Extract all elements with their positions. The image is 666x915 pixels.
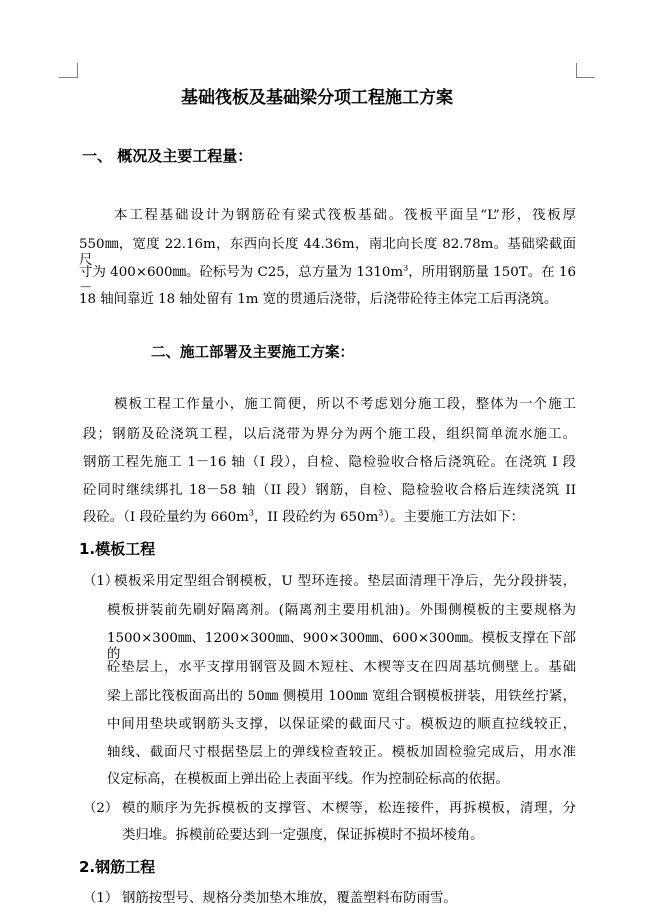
subsection-2-heading: 2.钢筋工程	[79, 858, 156, 876]
section-2-line-4: 砼同时继续绑扎 18－58 轴（II 段）钢筋，自检、隐检验收合格后连续浇筑 II	[83, 483, 576, 498]
sub1-item-1-line-2: 模板拼装前先刷好隔离剂。(隔离剂主要用机油)。外围侧模板的主要规格为	[107, 603, 576, 618]
sub2-item-1-line-1: 钢筋按型号、规格分类加垫木堆放，覆盖塑料布防雨雪。	[122, 891, 457, 906]
sub1-item-1-marker: （1）	[83, 574, 119, 589]
sub1-item-2-line-2: 类归堆。拆模前砼要达到一定强度，保证拆模时不损坏棱角。	[122, 828, 484, 843]
sub1-item-1-line-1: 模板采用定型组合钢模板，U 型环连接。垫层面清理干净后，先分段拼装，	[114, 574, 576, 589]
subsection-1-heading: 1.模板工程	[79, 540, 156, 558]
sub1-item-2-marker: （2）	[83, 801, 119, 816]
sub1-item-1-line-6: 中间用垫块或钢筋头支撑，以保证梁的截面尺寸。模板边的顺直拉线较正，	[107, 717, 576, 732]
section-2-heading: 二、施工部署及主要施工方案：	[151, 345, 354, 361]
sub1-item-1-line-8: 仪定标高，在模板面上弹出砼上表面平线。作为控制砼标高的依据。	[107, 772, 509, 787]
section-2-line-3: 钢筋工程先施工 1－16 轴（I 段），自检、隐检验收合格后浇筑砼。在浇筑 I 段	[83, 455, 576, 470]
sub1-item-2-line-1: 模的顺序为先拆模板的支撑管、木楔等，松连接件，再拆模板，清理，分	[122, 801, 576, 816]
section-1-line-1: 本工程基础设计为钢筋砼有梁式筏板基础。筏板平面呈“L”形，筏板厚	[114, 208, 576, 223]
document-title: 基础筏板及基础梁分项工程施工方案	[181, 88, 453, 108]
section-2-line-2: 段；钢筋及砼浇筑工程，以后浇带为界分为两个施工段，组织简单流水施工。	[83, 427, 576, 442]
section-2-line-1: 模板工程工作量小，施工简便，所以不考虑划分施工段，整体为一个施工	[114, 397, 576, 412]
sub1-item-1-line-5: 梁上部比筏板面高出的 50㎜ 侧模用 100㎜ 宽组合钢模板拼装，用铁丝拧紧，	[107, 689, 576, 704]
section-1-heading: 一、 概况及主要工程量：	[82, 147, 253, 165]
section-1-line-3: 寸为 400×600㎜。砼标号为 C25，总方量为 $1310m^3$，所用钢筋量 150T。在 16－	[79, 265, 576, 296]
sub1-item-1-line-3: 1500×300㎜、1200×300㎜、900×300㎜、600×300㎜。模板支撑在下部的	[107, 631, 576, 662]
sub1-item-1-line-7: 轴线、截面尺寸根据垫层上的弹线检查较正。模板加固检验完成后，用水准	[107, 745, 576, 760]
section-1-line-4: 18 轴间靠近 18 轴处留有 1m 宽的贯通后浇带，后浇带砼待主体完工后再浇筑。	[79, 292, 558, 307]
section-1-line-2: 550㎜，宽度 22.16m，东西向长度 44.36m，南北向长度 82.78m。基础梁截面尺	[79, 237, 576, 268]
section-2-line-5: 段砼。（I 段砼量约为 $660m^3$，II 段砼约为 $650m^3$）。主要施工方法如下：	[83, 508, 524, 525]
crop-mark-top-left	[59, 63, 78, 78]
sub2-item-1-marker: （1）	[83, 891, 119, 906]
sub1-item-1-line-4: 砼垫层上，水平支撑用钢管及圆木短柱、木楔等支在四周基坑侧壁上。基础	[107, 660, 576, 675]
crop-mark-top-right	[576, 63, 595, 78]
